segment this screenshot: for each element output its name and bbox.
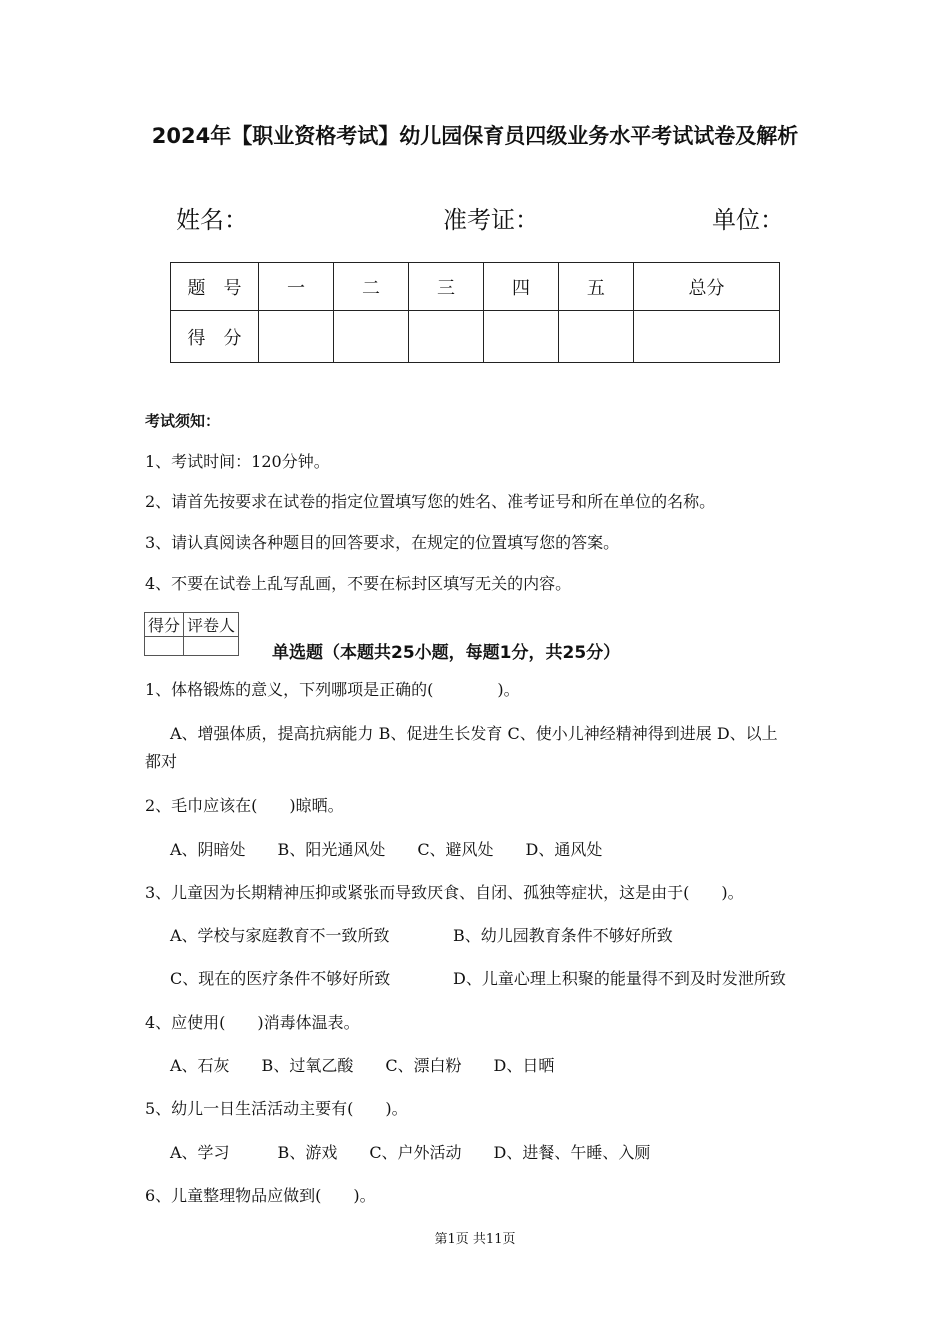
notice-item: 4、不要在试卷上乱写乱画，不要在标封区填写无关的内容。 (145, 574, 572, 593)
grader-name-cell[interactable] (184, 637, 239, 656)
notice-item: 1、考试时间：120分钟。 (145, 452, 330, 471)
grader-score-label: 得分 (145, 613, 184, 637)
question-1-options-cont: 都对 (145, 752, 178, 771)
score-input-cell[interactable] (408, 311, 483, 363)
question-2-options: A、阴暗处 B、阳光通风处 C、避风处 D、通风处 (170, 840, 603, 859)
question-3-option-c: C、现在的医疗条件不够好所致 (170, 969, 391, 988)
question-3-option-b: B、幼儿园教育条件不够好所致 (453, 926, 673, 945)
question-4-options: A、石灰 B、过氧乙酸 C、漂白粉 D、日晒 (170, 1056, 555, 1075)
document-title: 2024年【职业资格考试】幼儿园保育员四级业务水平考试试卷及解析 (151, 124, 799, 148)
question-3-option-a: A、学校与家庭教育不一致所致 (170, 926, 390, 945)
score-header-cell: 题 号 (171, 263, 259, 311)
question-5-options: A、学习 B、游戏 C、户外活动 D、进餐、午睡、入厕 (170, 1143, 651, 1162)
question-5: 5、幼儿一日生活活动主要有( )。 (145, 1099, 408, 1118)
question-6: 6、儿童整理物品应做到( )。 (145, 1186, 376, 1205)
score-header-cell: 三 (408, 263, 483, 311)
grader-score-cell[interactable] (145, 637, 184, 656)
score-table-score-row (171, 311, 780, 363)
score-header-cell: 二 (333, 263, 408, 311)
name-field-label: 姓名： (176, 206, 248, 234)
score-table-header-row (171, 263, 780, 311)
score-header-cell: 四 (483, 263, 558, 311)
score-input-cell[interactable] (333, 311, 408, 363)
question-3-option-d: D、儿童心理上积聚的能量得不到及时发泄所致 (453, 969, 786, 988)
notice-heading: 考试须知： (145, 412, 221, 430)
score-input-cell[interactable] (483, 311, 558, 363)
exam-id-field-label: 准考证： (443, 206, 539, 234)
score-row-label: 得 分 (171, 311, 259, 363)
section-title: 单选题（本题共25小题，每题1分，共25分） (272, 643, 621, 663)
question-2: 2、毛巾应该在( )晾晒。 (145, 796, 344, 815)
score-input-cell[interactable] (558, 311, 633, 363)
question-1: 1、体格锻炼的意义，下列哪项是正确的( )。 (145, 680, 520, 699)
score-table (170, 262, 780, 363)
score-header-cell: 一 (259, 263, 334, 311)
notice-item: 3、请认真阅读各种题目的回答要求，在规定的位置填写您的答案。 (145, 533, 620, 552)
question-4: 4、应使用( )消毒体温表。 (145, 1013, 360, 1032)
score-input-cell[interactable] (259, 311, 334, 363)
question-1-options: A、增强体质，提高抗病能力 B、促进生长发育 C、使小儿神经精神得到进展 D、以上 (170, 724, 778, 743)
score-header-cell: 总分 (633, 263, 779, 311)
question-3: 3、儿童因为长期精神压抑或紧张而导致厌食、自闭、孤独等症状，这是由于( )。 (145, 883, 744, 902)
page-footer: 第1页 共11页 (434, 1232, 516, 1247)
grader-box (144, 612, 239, 656)
grader-name-label: 评卷人 (184, 613, 239, 637)
score-header-cell: 五 (558, 263, 633, 311)
score-input-cell[interactable] (633, 311, 779, 363)
unit-field-label: 单位： (712, 206, 784, 234)
notice-item: 2、请首先按要求在试卷的指定位置填写您的姓名、准考证号和所在单位的名称。 (145, 492, 716, 511)
